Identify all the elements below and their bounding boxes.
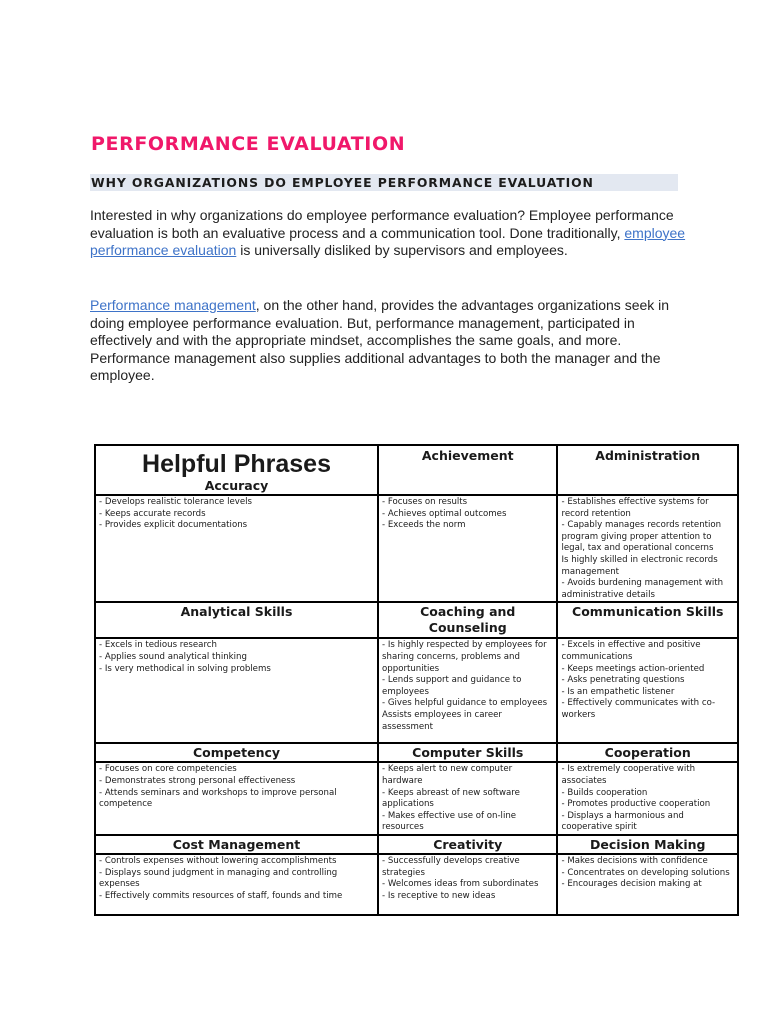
intro-text-b: is universally disliked by supervisors and employees. [236, 242, 568, 258]
section-subtitle: WHY ORGANIZATIONS DO EMPLOYEE PERFORMANCE EVALUATION [90, 174, 678, 191]
phrase-item: - Effectively commits resources of staff, founds and time [99, 890, 343, 901]
phrase-item: - Attends seminars and workshops to improve personal competence [99, 787, 337, 810]
phrase-list [378, 495, 557, 602]
phrase-item: - Gives helpful guidance to employees [382, 698, 548, 709]
phrase-list [95, 638, 378, 743]
phrase-item: - Is very methodical in solving problems [99, 663, 271, 674]
performance-management-paragraph [90, 297, 690, 385]
phrase-item: - Keeps accurate records [99, 508, 206, 519]
phrase-item: - Achieves optimal outcomes [382, 508, 507, 519]
category-header-row [95, 445, 738, 495]
category-header-row [95, 835, 738, 854]
phrase-list [95, 495, 378, 602]
phrase-item: Assists employees in career assessment [382, 709, 502, 732]
phrase-item: - Develops realistic tolerance levels [99, 497, 252, 507]
phrase-item: - Is an empathetic listener [561, 686, 675, 697]
phrase-item: - Provides explicit documentations [99, 520, 248, 531]
phrase-item: - Keeps alert to new computer hardware [382, 764, 513, 786]
phrase-item: - Excels in effective and positive communications [561, 640, 701, 662]
intro-paragraph [90, 207, 690, 260]
category-header: Administration [557, 445, 738, 495]
category-header [95, 445, 378, 495]
phrase-item: - Asks penetrating questions [561, 675, 685, 686]
phrase-item: - Avoids burdening management with administrative details [561, 578, 724, 600]
phrase-item: - Focuses on core competencies [99, 764, 237, 775]
category-label: Accuracy [204, 478, 269, 493]
phrase-list [95, 854, 378, 915]
phrase-item: - Focuses on results [382, 497, 468, 507]
phrase-item: - Exceeds the norm [382, 520, 466, 531]
intro-text-a: Interested in why organizations do employee performance evaluation? Employee performance evaluation is both an evaluative process and a communication tool. Done traditionally, [90, 207, 674, 241]
phrase-list [557, 638, 738, 743]
category-header: Coaching and Counseling [378, 602, 557, 638]
phrase-item: - Encourages decision making at [561, 879, 702, 890]
helpful-phrases-table [94, 444, 739, 916]
phrase-list [557, 762, 738, 835]
category-header-row [95, 743, 738, 762]
employee-performance-evaluation-link[interactable]: employee performance evaluation [90, 224, 686, 258]
phrase-item: - Displays sound judgment in managing and controlling expenses [99, 867, 338, 890]
category-header: Analytical Skills [95, 602, 378, 638]
phrase-item: - Builds cooperation [561, 787, 648, 798]
phrase-item: - Is highly respected by employees for sharing concerns, problems and opportunities [382, 640, 547, 674]
phrases-row [95, 638, 738, 743]
phrase-list [378, 762, 557, 835]
phrase-item: - Welcomes ideas from subordinates [382, 879, 539, 890]
table-title: Helpful Phrases [142, 450, 331, 478]
phrase-item: - Capably manages records retention program giving proper attention to legal, tax and operational concerns [561, 520, 722, 554]
phrases-row [95, 495, 738, 602]
category-header: Competency [95, 743, 378, 762]
category-header: Computer Skills [378, 743, 557, 762]
category-header: Cost Management [95, 835, 378, 854]
phrase-item: - Establishes effective systems for record retention [561, 497, 709, 519]
phrase-item: - Controls expenses without lowering accomplishments [99, 855, 337, 866]
phrase-list [378, 854, 557, 915]
phrase-list [95, 762, 378, 835]
phrase-item: - Concentrates on developing solutions [561, 867, 730, 878]
performance-management-link[interactable]: Performance management [90, 297, 256, 313]
page-title: PERFORMANCE EVALUATION [91, 133, 406, 155]
phrase-item: - Promotes productive cooperation [561, 799, 711, 810]
phrase-item: - Is receptive to new ideas [382, 890, 496, 901]
pm-paragraph-text: , on the other hand, provides the advantages organizations seek in doing employee performance evaluation. But, performance management, participated in effectively and with the appropriate mindset, accomplishes the same goals, and more. Performance management also supplies additional advantages to both the manager and the employee. [90, 297, 670, 383]
phrase-list [557, 854, 738, 915]
category-header: Creativity [378, 835, 557, 854]
phrase-item: - Displays a harmonious and cooperative spirit [561, 810, 684, 833]
phrase-item: - Applies sound analytical thinking [99, 651, 247, 662]
category-header: Achievement [378, 445, 557, 495]
category-header: Cooperation [557, 743, 738, 762]
phrase-item: - Demonstrates strong personal effectiveness [99, 775, 296, 786]
phrase-item: - Keeps meetings action-oriented [561, 663, 705, 674]
phrases-row [95, 762, 738, 835]
phrase-item: Is highly skilled in electronic records management [561, 554, 718, 577]
phrase-item: - Makes decisions with confidence [561, 855, 708, 866]
phrase-item: - Effectively communicates with co-workers [561, 698, 716, 720]
phrases-row [95, 854, 738, 915]
category-header-row [95, 602, 738, 638]
phrase-list [557, 495, 738, 602]
phrase-item: - Lends support and guidance to employees [382, 675, 522, 697]
phrase-item: - Successfully develops creative strategies [382, 855, 520, 878]
category-header: Decision Making [557, 835, 738, 854]
phrase-item: - Keeps abreast of new software applications [382, 787, 520, 810]
phrase-item: - Makes effective use of on-line resources [382, 810, 517, 833]
phrase-item: - Is extremely cooperative with associates [561, 764, 696, 786]
category-header: Communication Skills [557, 602, 738, 638]
phrase-item: - Excels in tedious research [99, 640, 217, 651]
phrase-list [378, 638, 557, 743]
